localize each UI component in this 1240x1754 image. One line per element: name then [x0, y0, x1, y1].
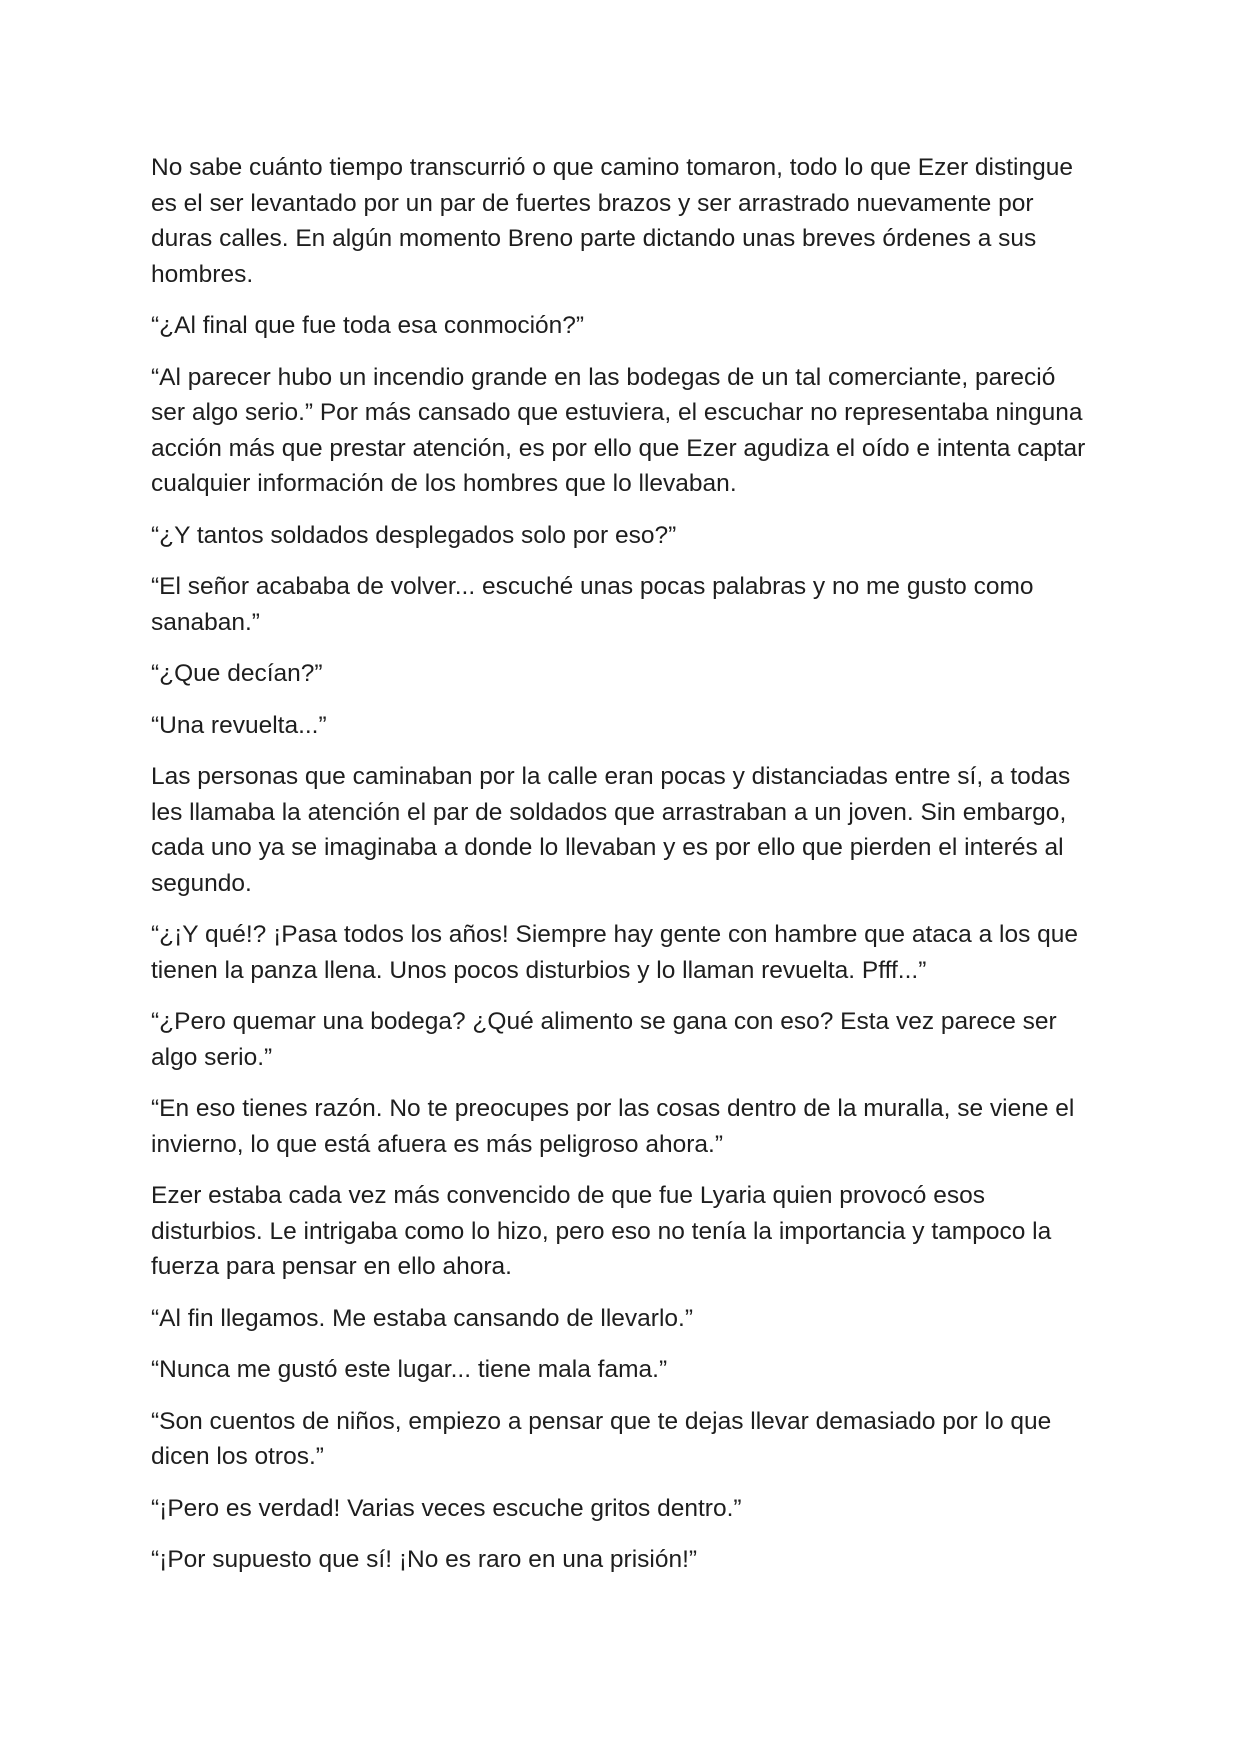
paragraph-12: Ezer estaba cada vez más convencido de que fue Lyaria quien provocó esos disturbios. Le intrigaba como lo hizo, pero eso no tenía la importancia y tampoco la fuerza para pensar en ello ahora. [151, 1182, 1052, 1280]
paragraph-1: No sabe cuánto tiempo transcurrió o que camino tomaron, todo lo que Ezer distingue es el ser levantado por un par de fuertes brazos y ser arrastrado nuevamente por duras calles. En algún momento Breno parte dictando unas breves órdenes a sus hombres. [151, 154, 1074, 288]
paragraph-2: “¿Al final que fue toda esa conmoción?” [151, 312, 585, 339]
paragraph-11: “En eso tienes razón. No te preocupes por las cosas dentro de la muralla, se viene el invierno, lo que está afuera es más peligroso ahora.” [151, 1095, 1075, 1158]
paragraph-6: “¿Que decían?” [151, 660, 323, 687]
paragraph-17: “¡Por supuesto que sí! ¡No es raro en una prisión!” [151, 1546, 698, 1573]
paragraph-10: “¿Pero quemar una bodega? ¿Qué alimento se gana con eso? Esta vez parece ser algo serio.” [151, 1008, 1057, 1071]
paragraph-4: “¿Y tantos soldados desplegados solo por eso?” [151, 521, 677, 549]
paragraph-3: “Al parecer hubo un incendio grande en las bodegas de un tal comerciante, pareció ser algo serio.” Por más cansado que estuviera, el escuchar no representaba ninguna acción más que prestar atención, es por ello que Ezer agudiza el oído e intenta captar cualquier información de los hombres que lo llevaban. [151, 363, 1086, 497]
paragraph-16: “¡Pero es verdad! Varias veces escuche gritos dentro.” [151, 1494, 742, 1522]
paragraph-8: Las personas que caminaban por la calle eran pocas y distanciadas entre sí, a todas les llamaba la atención el par de soldados que arrastraban a un joven. Sin embargo, cada uno ya se imaginaba a donde lo llevaban y es por ello que pierden el interés al segundo. [151, 763, 1071, 897]
paragraph-5: “El señor acababa de volver... escuché unas pocas palabras y no me gusto como sanaban.” [151, 573, 1034, 636]
paragraph-15: “Son cuentos de niños, empiezo a pensar que te dejas llevar demasiado por lo que dicen los otros.” [151, 1407, 1052, 1470]
paragraph-7: “Una revuelta...” [151, 711, 327, 739]
paragraph-14: “Nunca me gustó este lugar... tiene mala fama.” [151, 1356, 668, 1383]
paragraph-13: “Al fin llegamos. Me estaba cansando de llevarlo.” [151, 1304, 694, 1332]
paragraph-9: “¿¡Y qué!? ¡Pasa todos los años! Siempre hay gente con hambre que ataca a los que tienen la panza llena. Unos pocos disturbios y lo llaman revuelta. Pfff...” [151, 921, 1079, 984]
